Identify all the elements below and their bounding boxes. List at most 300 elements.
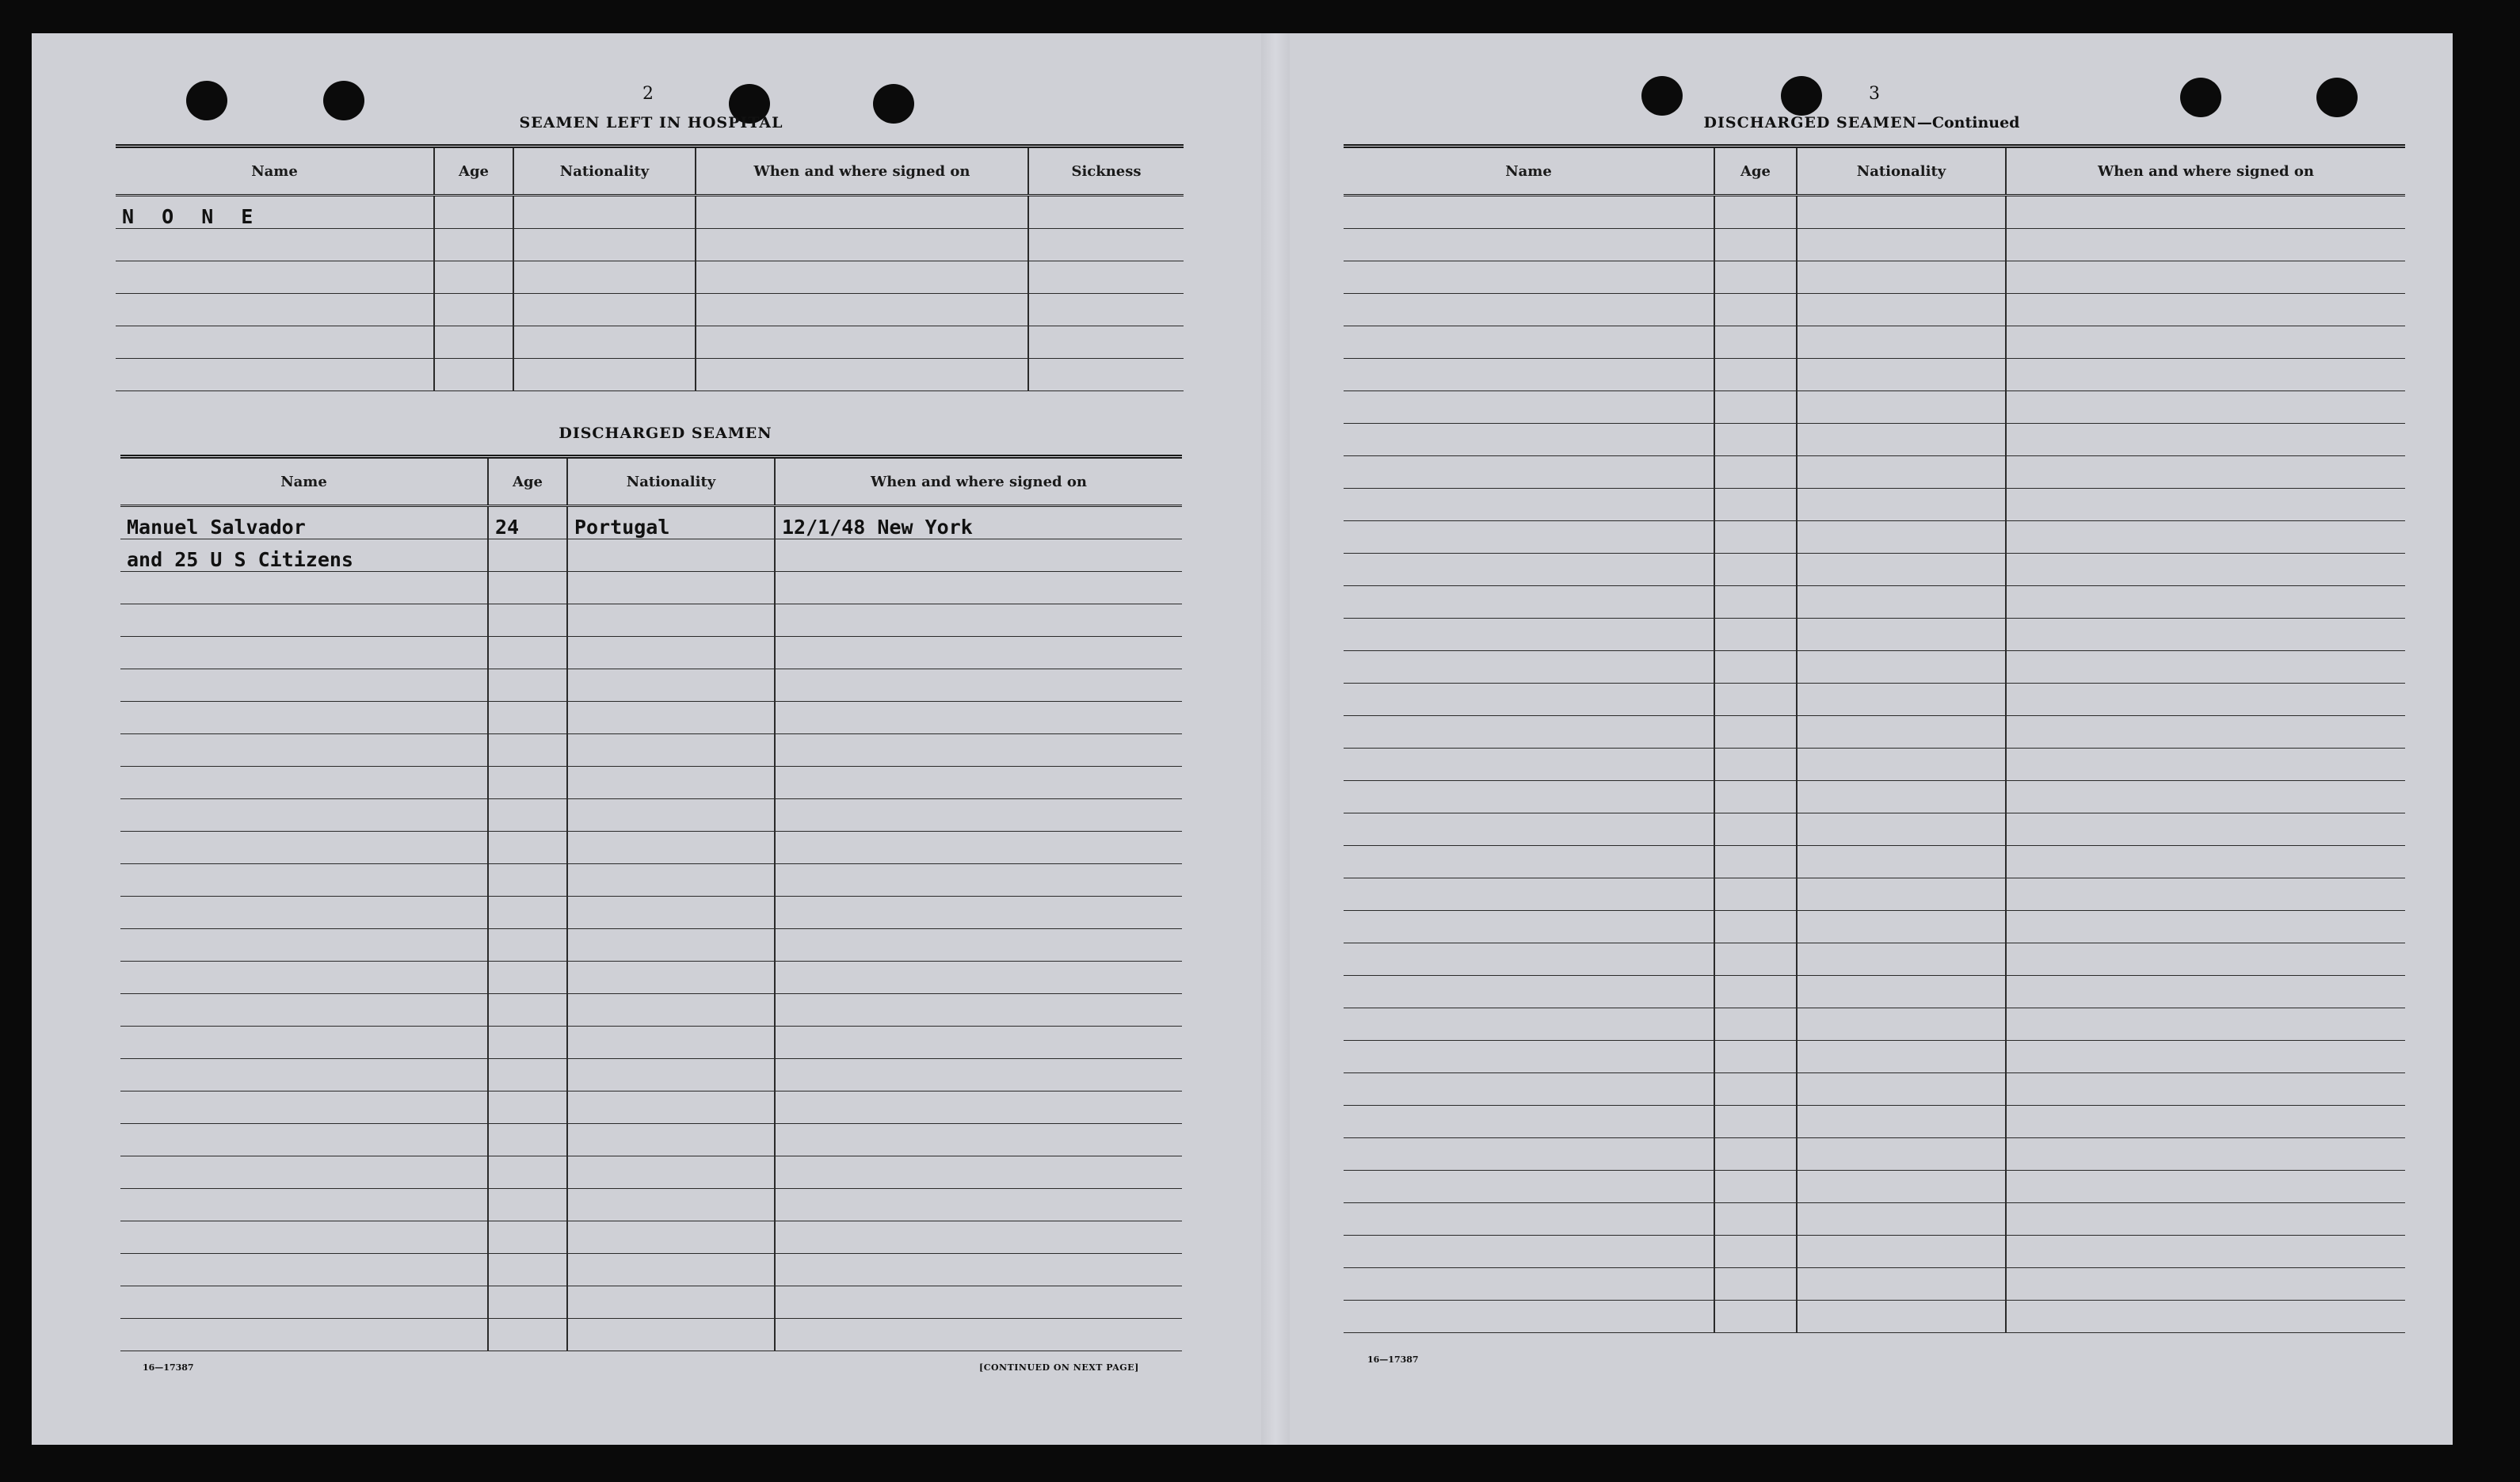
table-row bbox=[120, 1059, 1182, 1091]
cell-nationality bbox=[567, 637, 775, 669]
table-row bbox=[1344, 911, 2405, 943]
cell-age bbox=[488, 1059, 567, 1091]
cell-signed-on bbox=[775, 767, 1182, 799]
cell-nationality bbox=[513, 359, 696, 391]
cell-nationality bbox=[1797, 716, 2006, 749]
table-row bbox=[116, 261, 1184, 294]
cell-age bbox=[1714, 326, 1797, 359]
table-row bbox=[1344, 813, 2405, 846]
cell-signed-on bbox=[2006, 911, 2405, 943]
cell-nationality bbox=[1797, 326, 2006, 359]
cell-signed-on bbox=[775, 994, 1182, 1027]
col-age-header: Age bbox=[1714, 147, 1797, 196]
cell-signed-on bbox=[2006, 846, 2405, 878]
cell-nationality bbox=[1797, 391, 2006, 424]
cell-nationality bbox=[567, 1286, 775, 1319]
cell-age bbox=[1714, 586, 1797, 619]
cell-nationality bbox=[567, 604, 775, 637]
table-row bbox=[116, 326, 1184, 359]
cell-signed-on bbox=[775, 539, 1182, 572]
cell-name bbox=[1344, 619, 1714, 651]
cell-signed-on bbox=[2006, 619, 2405, 651]
cell-age bbox=[1714, 684, 1797, 716]
cell-signed-on bbox=[775, 1027, 1182, 1059]
table-row bbox=[1344, 261, 2405, 294]
col-nationality-header: Nationality bbox=[567, 457, 775, 506]
cell-name bbox=[1344, 1106, 1714, 1138]
cell-signed-on bbox=[2006, 554, 2405, 586]
cell-age bbox=[1714, 1236, 1797, 1268]
cell-name bbox=[1344, 781, 1714, 813]
discharged-table bbox=[120, 455, 1182, 1351]
cell-sickness bbox=[1028, 359, 1184, 391]
table-row bbox=[1344, 878, 2405, 911]
cell-nationality bbox=[1797, 749, 2006, 781]
cell-signed-on bbox=[775, 702, 1182, 734]
table-row bbox=[1344, 976, 2405, 1008]
table-row bbox=[116, 294, 1184, 326]
cell-signed-on bbox=[2006, 391, 2405, 424]
punch-hole bbox=[186, 81, 227, 120]
discharged-continued-table bbox=[1344, 144, 2405, 1333]
cell-nationality bbox=[1797, 976, 2006, 1008]
col-nationality-header: Nationality bbox=[1797, 147, 2006, 196]
table-row bbox=[1344, 1203, 2405, 1236]
cell-signed-on bbox=[2006, 326, 2405, 359]
cell-name bbox=[1344, 684, 1714, 716]
cell-signed-on bbox=[2006, 1138, 2405, 1171]
table-row bbox=[1344, 229, 2405, 261]
cell-age bbox=[1714, 294, 1797, 326]
cell-signed-on bbox=[2006, 813, 2405, 846]
cell-signed-on bbox=[2006, 1106, 2405, 1138]
cell-nationality bbox=[1797, 684, 2006, 716]
cell-signed-on bbox=[2006, 1041, 2405, 1073]
cell-name bbox=[120, 962, 488, 994]
cell-signed-on bbox=[2006, 716, 2405, 749]
table-row bbox=[1344, 196, 2405, 229]
discharged-section-title: DISCHARGED SEAMEN bbox=[559, 425, 772, 442]
cell-nationality bbox=[513, 196, 696, 229]
cell-age bbox=[1714, 749, 1797, 781]
cell-name bbox=[1344, 846, 1714, 878]
cell-signed-on bbox=[775, 1124, 1182, 1156]
table-row bbox=[120, 1156, 1182, 1189]
cell-age bbox=[488, 1286, 567, 1319]
cell-nationality bbox=[1797, 619, 2006, 651]
cell-nationality bbox=[1797, 586, 2006, 619]
table-row bbox=[120, 864, 1182, 897]
cell-name bbox=[1344, 911, 1714, 943]
table-row bbox=[1344, 326, 2405, 359]
cell-signed-on bbox=[2006, 651, 2405, 684]
table-row bbox=[1344, 846, 2405, 878]
cell-nationality bbox=[513, 326, 696, 359]
cell-name bbox=[1344, 586, 1714, 619]
cell-name bbox=[120, 799, 488, 832]
col-name-header: Name bbox=[116, 147, 434, 196]
col-signed-on-header: When and where signed on bbox=[696, 147, 1028, 196]
table-row bbox=[120, 734, 1182, 767]
cell-nationality bbox=[1797, 1041, 2006, 1073]
punch-hole bbox=[2316, 78, 2358, 117]
table-row bbox=[120, 832, 1182, 864]
table-row bbox=[1344, 294, 2405, 326]
table-row bbox=[1344, 424, 2405, 456]
cell-name: and 25 U S Citizens bbox=[120, 539, 488, 572]
cell-signed-on bbox=[2006, 586, 2405, 619]
cell-signed-on bbox=[2006, 1203, 2405, 1236]
cell-nationality bbox=[1797, 911, 2006, 943]
cell-name bbox=[1344, 521, 1714, 554]
cell-nationality bbox=[1797, 521, 2006, 554]
table-row bbox=[1344, 716, 2405, 749]
discharged-continued-suffix: —Continued bbox=[1916, 114, 2020, 131]
cell-name bbox=[1344, 651, 1714, 684]
cell-nationality bbox=[1797, 424, 2006, 456]
cell-signed-on bbox=[775, 1254, 1182, 1286]
cell-name bbox=[120, 669, 488, 702]
cell-nationality bbox=[567, 897, 775, 929]
cell-name bbox=[120, 604, 488, 637]
page-number-right: 3 bbox=[1869, 84, 1880, 104]
cell-age bbox=[1714, 813, 1797, 846]
cell-signed-on bbox=[2006, 878, 2405, 911]
table-row bbox=[120, 962, 1182, 994]
cell-signed-on bbox=[775, 637, 1182, 669]
cell-name bbox=[1344, 943, 1714, 976]
cell-name bbox=[120, 1254, 488, 1286]
cell-name bbox=[1344, 1138, 1714, 1171]
cell-age bbox=[1714, 651, 1797, 684]
cell-age bbox=[488, 702, 567, 734]
cell-age bbox=[488, 669, 567, 702]
cell-nationality bbox=[567, 539, 775, 572]
cell-nationality bbox=[1797, 489, 2006, 521]
table-row bbox=[1344, 489, 2405, 521]
cell-name bbox=[1344, 716, 1714, 749]
col-sickness-header: Sickness bbox=[1028, 147, 1184, 196]
cell-signed-on bbox=[775, 1156, 1182, 1189]
table-row bbox=[120, 669, 1182, 702]
cell-nationality bbox=[1797, 359, 2006, 391]
cell-name bbox=[120, 864, 488, 897]
cell-name bbox=[1344, 1301, 1714, 1333]
punch-hole bbox=[1781, 76, 1822, 116]
cell-nationality bbox=[1797, 456, 2006, 489]
cell-age bbox=[488, 1156, 567, 1189]
cell-age bbox=[434, 261, 513, 294]
cell-signed-on bbox=[2006, 424, 2405, 456]
table-row bbox=[1344, 1301, 2405, 1333]
cell-name bbox=[1344, 1171, 1714, 1203]
cell-name bbox=[1344, 1073, 1714, 1106]
cell-age bbox=[488, 1189, 567, 1221]
cell-nationality bbox=[567, 669, 775, 702]
cell-nationality bbox=[1797, 1203, 2006, 1236]
hospital-table bbox=[116, 144, 1184, 391]
table-row bbox=[120, 572, 1182, 604]
cell-age bbox=[488, 1221, 567, 1254]
cell-name bbox=[1344, 1268, 1714, 1301]
cell-nationality bbox=[567, 1189, 775, 1221]
table-row bbox=[120, 767, 1182, 799]
table-row bbox=[1344, 1008, 2405, 1041]
cell-signed-on bbox=[2006, 521, 2405, 554]
cell-age bbox=[1714, 1073, 1797, 1106]
table-row bbox=[120, 604, 1182, 637]
cell-name bbox=[1344, 1008, 1714, 1041]
cell-nationality bbox=[1797, 1171, 2006, 1203]
cell-name bbox=[120, 1091, 488, 1124]
cell-nationality bbox=[567, 1156, 775, 1189]
cell-name bbox=[1344, 878, 1714, 911]
cell-age bbox=[488, 864, 567, 897]
cell-signed-on bbox=[696, 261, 1028, 294]
cell-signed-on bbox=[2006, 1236, 2405, 1268]
cell-nationality bbox=[1797, 1106, 2006, 1138]
col-age-header: Age bbox=[434, 147, 513, 196]
table-row bbox=[120, 702, 1182, 734]
table-row bbox=[120, 1319, 1182, 1351]
discharged-continued-header-row bbox=[1344, 147, 2405, 196]
cell-nationality bbox=[567, 1059, 775, 1091]
cell-signed-on bbox=[775, 1286, 1182, 1319]
cell-name bbox=[1344, 976, 1714, 1008]
cell-nationality bbox=[1797, 294, 2006, 326]
cell-nationality bbox=[1797, 196, 2006, 229]
cell-nationality bbox=[567, 799, 775, 832]
col-name-header: Name bbox=[1344, 147, 1714, 196]
cell-age bbox=[1714, 846, 1797, 878]
table-row bbox=[120, 929, 1182, 962]
cell-name bbox=[120, 637, 488, 669]
cell-name bbox=[116, 326, 434, 359]
table-row bbox=[1344, 781, 2405, 813]
table-row bbox=[120, 1091, 1182, 1124]
table-row bbox=[120, 994, 1182, 1027]
cell-age bbox=[488, 994, 567, 1027]
table-row bbox=[1344, 749, 2405, 781]
cell-signed-on bbox=[2006, 749, 2405, 781]
cell-name bbox=[120, 1059, 488, 1091]
table-row bbox=[1344, 586, 2405, 619]
cell-age bbox=[1714, 781, 1797, 813]
cell-age bbox=[1714, 1171, 1797, 1203]
table-row bbox=[120, 897, 1182, 929]
cell-signed-on bbox=[775, 1221, 1182, 1254]
cell-signed-on: 12/1/48 New York bbox=[775, 506, 1182, 539]
cell-name bbox=[120, 572, 488, 604]
cell-age bbox=[488, 1319, 567, 1351]
cell-nationality bbox=[567, 1254, 775, 1286]
cell-signed-on bbox=[775, 1189, 1182, 1221]
table-row bbox=[120, 1027, 1182, 1059]
table-row bbox=[116, 229, 1184, 261]
cell-name bbox=[1344, 1041, 1714, 1073]
cell-age bbox=[488, 1254, 567, 1286]
cell-signed-on bbox=[775, 929, 1182, 962]
cell-name bbox=[1344, 554, 1714, 586]
cell-nationality bbox=[567, 929, 775, 962]
cell-age bbox=[1714, 456, 1797, 489]
cell-signed-on bbox=[775, 864, 1182, 897]
punch-hole bbox=[323, 81, 364, 120]
cell-name bbox=[1344, 359, 1714, 391]
cell-name bbox=[120, 897, 488, 929]
punch-hole bbox=[1641, 76, 1683, 116]
table-row bbox=[1344, 1138, 2405, 1171]
cell-signed-on bbox=[2006, 1268, 2405, 1301]
cell-nationality bbox=[1797, 261, 2006, 294]
cell-nationality bbox=[1797, 781, 2006, 813]
cell-signed-on bbox=[2006, 1171, 2405, 1203]
cell-age bbox=[488, 897, 567, 929]
cell-name bbox=[116, 229, 434, 261]
cell-nationality bbox=[1797, 1301, 2006, 1333]
cell-signed-on bbox=[775, 572, 1182, 604]
cell-signed-on bbox=[2006, 684, 2405, 716]
cell-signed-on bbox=[2006, 196, 2405, 229]
cell-name bbox=[120, 1124, 488, 1156]
cell-age bbox=[488, 799, 567, 832]
col-signed-on-header: When and where signed on bbox=[2006, 147, 2405, 196]
cell-age bbox=[1714, 1008, 1797, 1041]
cell-age bbox=[488, 832, 567, 864]
table-row bbox=[1344, 619, 2405, 651]
table-row bbox=[1344, 1171, 2405, 1203]
cell-age bbox=[1714, 976, 1797, 1008]
cell-signed-on bbox=[775, 604, 1182, 637]
cell-age bbox=[1714, 1301, 1797, 1333]
cell-name bbox=[120, 1189, 488, 1221]
cell-name bbox=[120, 767, 488, 799]
cell-age bbox=[488, 1027, 567, 1059]
cell-age bbox=[1714, 1041, 1797, 1073]
document-sheet bbox=[32, 33, 2453, 1445]
cell-name bbox=[116, 359, 434, 391]
cell-signed-on bbox=[696, 229, 1028, 261]
cell-signed-on bbox=[2006, 976, 2405, 1008]
cell-name bbox=[116, 294, 434, 326]
cell-name bbox=[1344, 749, 1714, 781]
table-row bbox=[116, 196, 1184, 229]
cell-age bbox=[1714, 391, 1797, 424]
cell-age bbox=[434, 294, 513, 326]
cell-age bbox=[1714, 716, 1797, 749]
cell-signed-on bbox=[775, 734, 1182, 767]
cell-name bbox=[1344, 196, 1714, 229]
table-row bbox=[120, 637, 1182, 669]
cell-age bbox=[488, 539, 567, 572]
table-row bbox=[120, 1286, 1182, 1319]
cell-age bbox=[1714, 554, 1797, 586]
cell-sickness bbox=[1028, 326, 1184, 359]
cell-name bbox=[1344, 424, 1714, 456]
cell-nationality bbox=[567, 1319, 775, 1351]
table-row bbox=[1344, 1041, 2405, 1073]
cell-nationality bbox=[567, 864, 775, 897]
cell-age bbox=[1714, 878, 1797, 911]
cell-age bbox=[1714, 196, 1797, 229]
cell-age bbox=[1714, 1138, 1797, 1171]
cell-age bbox=[488, 637, 567, 669]
cell-age bbox=[1714, 1203, 1797, 1236]
cell-nationality bbox=[513, 261, 696, 294]
cell-nationality bbox=[1797, 651, 2006, 684]
cell-name bbox=[1344, 489, 1714, 521]
punch-hole bbox=[2180, 78, 2221, 117]
cell-signed-on bbox=[775, 669, 1182, 702]
cell-name bbox=[120, 1319, 488, 1351]
cell-name: Manuel Salvador bbox=[120, 506, 488, 539]
cell-signed-on bbox=[2006, 489, 2405, 521]
col-name-header: Name bbox=[120, 457, 488, 506]
cell-nationality bbox=[567, 994, 775, 1027]
cell-name bbox=[120, 1156, 488, 1189]
cell-age: 24 bbox=[488, 506, 567, 539]
cell-age bbox=[1714, 619, 1797, 651]
discharged-continued-title bbox=[1704, 114, 2020, 131]
continued-note: [CONTINUED ON NEXT PAGE] bbox=[979, 1362, 1139, 1373]
cell-name bbox=[120, 734, 488, 767]
cell-age bbox=[1714, 911, 1797, 943]
cell-sickness bbox=[1028, 294, 1184, 326]
cell-signed-on bbox=[775, 1059, 1182, 1091]
table-row bbox=[120, 1124, 1182, 1156]
cell-age bbox=[1714, 261, 1797, 294]
table-row bbox=[1344, 1268, 2405, 1301]
cell-age bbox=[488, 734, 567, 767]
cell-name bbox=[120, 1221, 488, 1254]
table-row bbox=[1344, 943, 2405, 976]
table-row bbox=[1344, 391, 2405, 424]
cell-nationality bbox=[1797, 1073, 2006, 1106]
cell-signed-on bbox=[2006, 1301, 2405, 1333]
cell-signed-on bbox=[696, 326, 1028, 359]
table-row bbox=[116, 359, 1184, 391]
cell-nationality bbox=[567, 572, 775, 604]
cell-age bbox=[488, 572, 567, 604]
cell-nationality bbox=[567, 962, 775, 994]
col-signed-on-header: When and where signed on bbox=[775, 457, 1182, 506]
cell-nationality bbox=[1797, 554, 2006, 586]
cell-age bbox=[488, 962, 567, 994]
cell-nationality bbox=[513, 229, 696, 261]
cell-nationality bbox=[1797, 229, 2006, 261]
cell-age bbox=[1714, 1106, 1797, 1138]
table-row bbox=[1344, 1106, 2405, 1138]
cell-signed-on bbox=[2006, 943, 2405, 976]
table-row bbox=[120, 1221, 1182, 1254]
cell-age bbox=[1714, 359, 1797, 391]
form-number-right: 16—17387 bbox=[1367, 1354, 1419, 1365]
cell-name bbox=[1344, 813, 1714, 846]
cell-signed-on bbox=[2006, 261, 2405, 294]
cell-nationality bbox=[1797, 1008, 2006, 1041]
cell-signed-on bbox=[775, 832, 1182, 864]
hospital-header-row bbox=[116, 147, 1184, 196]
table-row bbox=[1344, 456, 2405, 489]
cell-age bbox=[488, 929, 567, 962]
table-row bbox=[1344, 651, 2405, 684]
table-row bbox=[1344, 1073, 2405, 1106]
cell-name bbox=[116, 261, 434, 294]
cell-sickness bbox=[1028, 261, 1184, 294]
table-row bbox=[120, 506, 1182, 539]
cell-name bbox=[120, 994, 488, 1027]
cell-age bbox=[1714, 489, 1797, 521]
